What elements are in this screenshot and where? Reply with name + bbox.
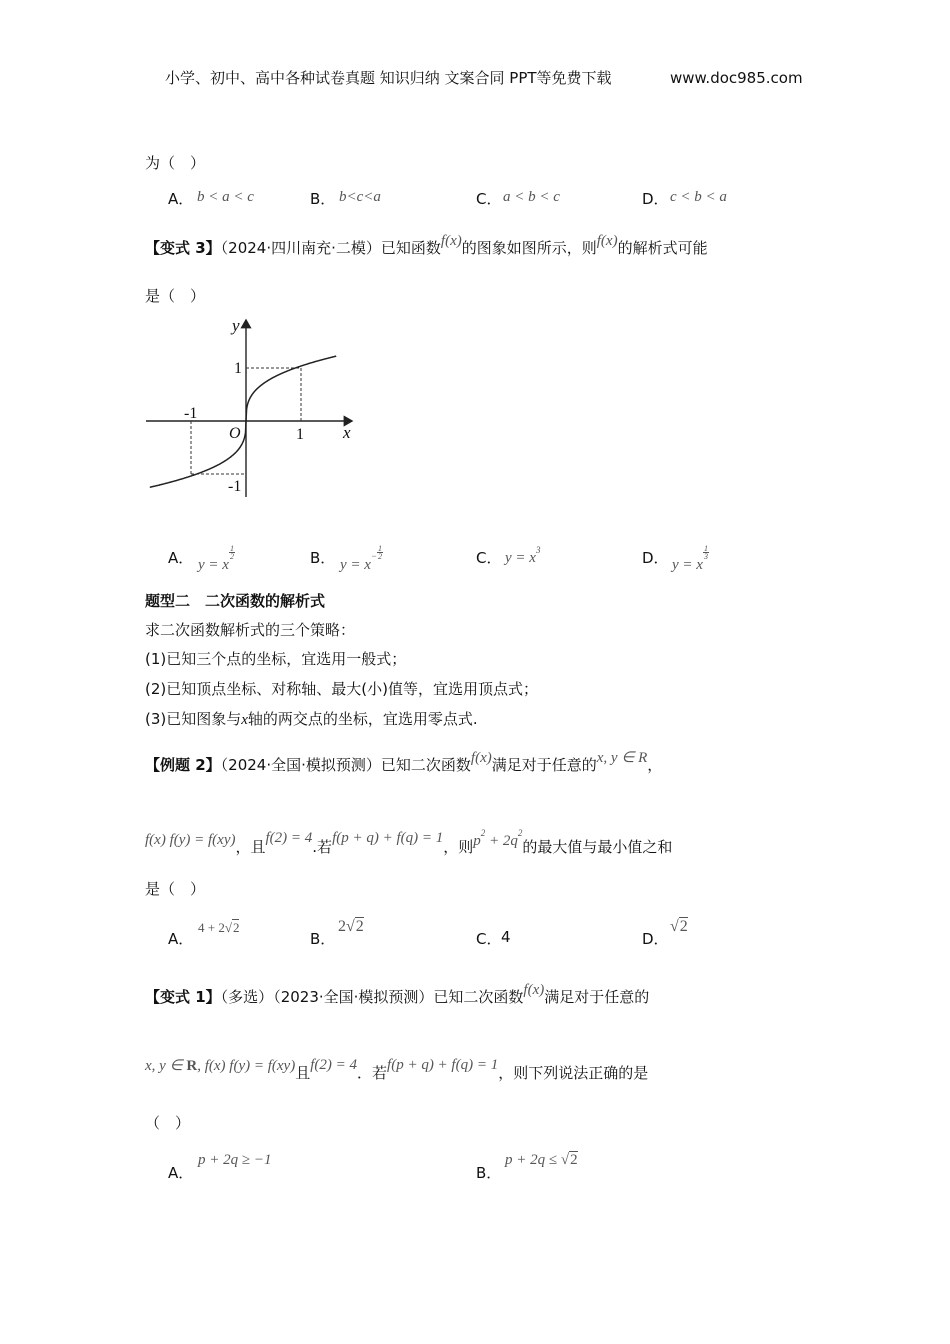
option-expr: c < b < a	[670, 189, 727, 205]
variant1-stem	[145, 982, 650, 1008]
variant1-paren: （ ）	[145, 1114, 191, 1132]
math-fx: f(x)	[596, 233, 618, 249]
frac-den: 3	[703, 552, 708, 561]
exponent: 2	[517, 828, 523, 838]
function-graph	[140, 312, 365, 502]
expr-base: y = x	[198, 557, 229, 573]
math-expr	[473, 828, 523, 849]
radicand: 2	[679, 918, 688, 935]
header-url[interactable]: www.doc985.com	[670, 69, 803, 87]
source: （2024·全国·模拟预测）	[220, 756, 381, 774]
radicand: 2	[232, 920, 240, 935]
stem-text: 满足对于任意的	[544, 988, 650, 1006]
y-axis-label: y	[232, 316, 240, 335]
option-label: A．	[168, 190, 194, 208]
example2-stem-line2	[145, 830, 672, 858]
variant3-stem-end: 是（ ）	[145, 287, 206, 305]
stem-text: ，则下列说法正确的是	[498, 1064, 649, 1082]
math-fx: f(x)	[523, 982, 545, 998]
option-expr	[198, 545, 235, 574]
option-label: D．	[642, 930, 669, 948]
origin-label: O	[229, 425, 241, 442]
expr-part: p + 2q ≤	[505, 1152, 561, 1168]
option-expr: a < b < c	[503, 189, 560, 205]
example-tag: 【例题 2】	[145, 756, 221, 774]
option-label: A．	[168, 930, 194, 948]
stem-text: 已知二次函数	[433, 988, 524, 1006]
variant1-stem-line2	[145, 1057, 649, 1084]
exponent-fraction	[377, 545, 383, 560]
exponent-fraction	[703, 545, 709, 560]
expr-base: y = x	[340, 557, 371, 573]
stem-text: 的图象如图所示，则	[461, 239, 597, 257]
option-label: B．	[310, 930, 336, 948]
option-expr: p + 2q ≥ −1	[198, 1152, 272, 1168]
stem-text: 已知函数	[380, 239, 441, 257]
set-R: R	[186, 1058, 198, 1074]
stem-text: .若	[312, 838, 333, 856]
option-expr: 2√2	[338, 918, 364, 935]
math-x: x	[241, 712, 248, 728]
strategy-text: 轴的两交点的坐标，宜选用零点式.	[247, 710, 478, 728]
tick-y-pos: 1	[234, 360, 242, 377]
example2-stem-end: 是（ ）	[145, 880, 206, 898]
exponent: 2	[480, 828, 486, 838]
frac-den: 2	[229, 552, 234, 561]
exp-neg: −	[370, 551, 378, 561]
expr-part: , f(x) f(y) = f(xy)	[197, 1058, 296, 1074]
section-title: 题型二 二次函数的解析式	[145, 592, 326, 610]
variant-tag: 【变式 3】	[145, 239, 221, 257]
x-axis-label: x	[343, 423, 351, 442]
example2-options	[0, 920, 950, 946]
expr-part: 2	[338, 918, 346, 935]
frac-num: 1	[378, 544, 383, 553]
stem-text: 且	[295, 1064, 311, 1082]
dashed-guide-positive	[246, 368, 301, 421]
example2-stem	[145, 750, 663, 776]
option-expr: b < a < c	[197, 189, 254, 205]
stem-text: 的解析式可能	[617, 239, 708, 257]
stem-text: 已知二次函数	[380, 756, 471, 774]
option-label: D．	[642, 549, 669, 567]
expr-part: p	[473, 833, 481, 849]
expr-part: x, y ∈	[145, 1058, 187, 1074]
strategy-1: (1)已知三个点的坐标，宜选用一般式；	[145, 650, 407, 668]
tick-x-pos: 1	[296, 426, 304, 443]
prev-question-tail: 为（ ）	[145, 154, 206, 172]
math-cond: x, y ∈ R	[596, 750, 648, 766]
source: （2023·全国·模拟预测）	[273, 988, 434, 1006]
variant-tag: 【变式 1】	[145, 988, 221, 1006]
punct: ，	[647, 756, 663, 774]
option-expr	[340, 545, 383, 574]
strategy-2: (2)已知顶点坐标、对称轴、最大(小)值等，宜选用顶点式；	[145, 680, 538, 698]
stem-text: 满足对于任意的	[491, 756, 597, 774]
math-eq: f(2) = 4	[310, 1057, 358, 1073]
option-expr: √2	[670, 918, 688, 935]
expr-base: y = x	[672, 557, 703, 573]
tick-y-neg: -1	[228, 478, 242, 495]
strategy-3	[145, 709, 478, 730]
variant1-options	[0, 1152, 950, 1182]
multi-select-tag: （多选）	[220, 988, 274, 1006]
exponent-fraction	[229, 545, 235, 560]
option-label: B．	[310, 190, 336, 208]
option-expr	[505, 545, 540, 567]
radicand: 2	[570, 1152, 578, 1168]
option-label: C．	[476, 930, 502, 948]
radicand: 2	[355, 918, 364, 935]
math-fx: f(x)	[440, 233, 462, 249]
expr-part: + 2q	[485, 833, 518, 849]
expr-base: y = x	[505, 550, 536, 566]
stem-text: ，且	[235, 838, 266, 856]
strategy-text: (3)已知图象与	[145, 710, 242, 728]
math-eq: f(p + q) + f(q) = 1	[332, 830, 444, 846]
option-label: D．	[642, 190, 669, 208]
prev-options	[0, 189, 950, 211]
option-expr: b<c<a	[339, 189, 381, 205]
option-expr: 4 + 2√2	[198, 920, 240, 935]
option-expr	[672, 545, 709, 574]
cube-root-curve	[150, 356, 336, 487]
strategy-intro: 求二次函数解析式的三个策略：	[145, 621, 356, 639]
stem-text: ．若	[357, 1064, 388, 1082]
math-fx: f(x)	[470, 750, 492, 766]
option-label: A．	[168, 549, 194, 567]
frac-num: 1	[703, 544, 708, 553]
stem-text: ，则	[443, 838, 474, 856]
variant3-options	[0, 544, 950, 573]
tick-x-neg: -1	[184, 405, 198, 422]
option-label: B．	[476, 1164, 502, 1182]
option-expr: p + 2q ≤ √2	[505, 1152, 578, 1168]
stem-text: 的最大值与最小值之和	[522, 838, 673, 856]
variant3-stem	[145, 233, 708, 259]
header-text: 小学、初中、高中各种试卷真题 知识归纳 文案合同 PPT等免费下载	[165, 69, 612, 87]
option-label: C．	[476, 549, 502, 567]
option-label: A．	[168, 1164, 194, 1182]
option-expr: 4	[501, 928, 511, 946]
exponent: 3	[535, 545, 541, 555]
frac-num: 1	[229, 544, 234, 553]
expr-part: 4 + 2	[198, 920, 225, 935]
source: （2024·四川南充·二模）	[220, 239, 381, 257]
math-eq: f(2) = 4	[265, 830, 313, 846]
math-cond	[145, 1058, 295, 1074]
option-label: C．	[476, 190, 502, 208]
frac-den: 2	[378, 552, 383, 561]
math-eq: f(x) f(y) = f(xy)	[145, 832, 236, 848]
option-label: B．	[310, 549, 336, 567]
math-eq: f(p + q) + f(q) = 1	[387, 1057, 499, 1073]
